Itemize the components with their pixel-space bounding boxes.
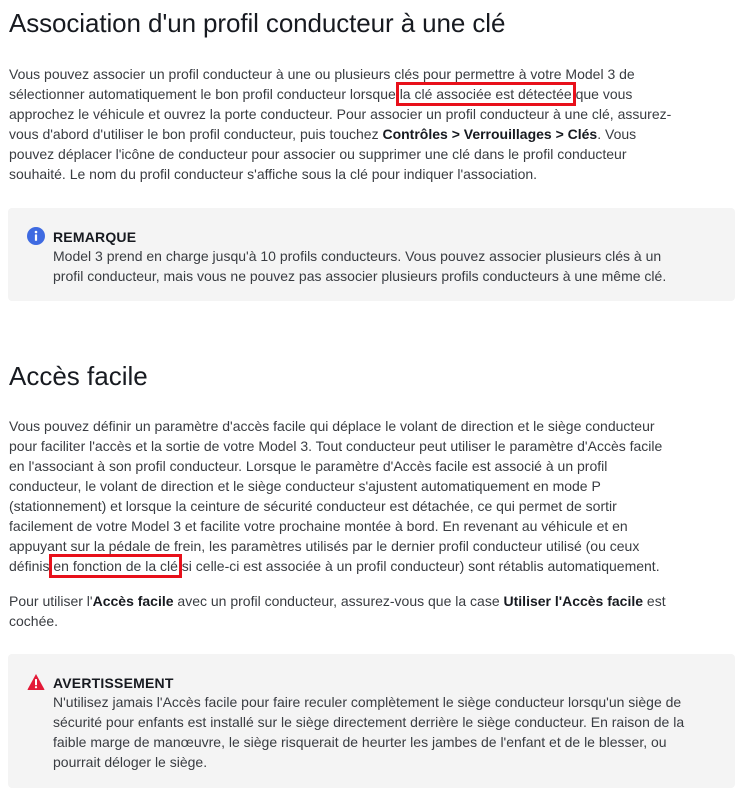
text-span: est — [643, 593, 666, 609]
paragraph-key-association — [9, 64, 671, 184]
text-span: avec un profil conducteur, assurez-vous que la case — [173, 593, 504, 609]
setting-checkbox-name: Utiliser l'Accès facile — [503, 593, 644, 609]
text-line: pour faciliter l'accès et la sortie de votre Model 3. Tout conducteur peut utiliser le paramètre d'Accès facile — [9, 438, 663, 454]
warning-title: AVERTISSEMENT — [53, 675, 174, 691]
warning-body — [53, 692, 684, 772]
text-span: si celle-ci est associée à un profil conducteur) sont rétablis automatiquement. — [177, 558, 660, 574]
text-line — [9, 84, 671, 104]
text-line: pourrait déloger le siège. — [53, 754, 208, 770]
text-line: appuyant sur la pédale de frein, les paramètres utilisés par le dernier profil conducteur utilisé (ou ceux — [9, 538, 640, 554]
text-line: Model 3 prend en charge jusqu'à 10 profils conducteurs. Vous pouvez associer plusieurs clés à un — [53, 248, 662, 264]
text-line: N'utilisez jamais l'Accès facile pour faire reculer complètement le siège conducteur lorsqu'un siège de — [53, 694, 682, 710]
text-line: en l'associant à son profil conducteur. Lorsque le paramètre d'Accès facile est associé à un profil — [9, 458, 608, 474]
text-span: . Vous — [597, 126, 637, 142]
text-line: souhaité. Le nom du profil conducteur s'affiche sous la clé pour indiquer l'association. — [9, 166, 538, 182]
text-span: Pour utiliser l' — [9, 593, 93, 609]
info-icon — [27, 227, 45, 245]
text-line: cochée. — [9, 613, 59, 629]
text-span: vous d'abord d'utiliser le bon profil conducteur, puis touchez — [9, 126, 383, 142]
text-span: définis — [9, 558, 54, 574]
note-title: REMARQUE — [53, 229, 137, 245]
text-line: approchez le véhicule et ouvrez la porte conducteur. Pour associer un profil conducteur à une clé, assurez- — [9, 106, 672, 122]
text-line: sécurité pour enfants est installé sur le siège directement derrière le siège conducteur. En raison de la — [53, 714, 685, 730]
text-line: conducteur, le volant de direction et le siège conducteur s'ajustent automatiquement en mode P — [9, 478, 601, 494]
text-line — [9, 591, 666, 611]
text-line — [9, 124, 671, 144]
paragraph-easy-access — [9, 416, 662, 576]
highlighted-phrase: en fonction de la clé — [53, 558, 178, 574]
text-line: Vous pouvez définir un paramètre d'accès facile qui déplace le volant de direction et le siège conducteur — [9, 418, 655, 434]
text-line: (stationnement) et lorsque la ceinture de sécurité conducteur est détachée, ce qui permet de sortir — [9, 498, 617, 514]
highlighted-phrase: la clé associée est détectée — [399, 86, 572, 102]
warning-callout — [8, 654, 735, 788]
note-body — [53, 246, 666, 286]
warning-icon — [27, 673, 45, 691]
section-title-easy-access: Accès facile — [9, 361, 148, 391]
text-span: que vous — [571, 86, 633, 102]
paragraph-easy-access-setting — [9, 591, 666, 631]
text-line: faible marge de manœuvre, le siège risquerait de heurter les jambes de l'enfant et de le blesser, ou — [53, 734, 667, 750]
text-line: pouvez déplacer l'icône de conducteur pour associer ou supprimer une clé dans le profil conducteur — [9, 146, 627, 162]
menu-path: Contrôles > Verrouillages > Clés — [382, 126, 598, 142]
setting-name: Accès facile — [92, 593, 174, 609]
text-span: sélectionner automatiquement le bon profil conducteur lorsque — [9, 86, 400, 102]
text-line: Vous pouvez associer un profil conducteur à une ou plusieurs clés pour permettre à votre Model 3 de — [9, 66, 635, 82]
text-line — [9, 556, 662, 576]
text-line: facilement de votre Model 3 et facilite votre prochaine montée à bord. En revenant au véhicule et en — [9, 518, 628, 534]
note-callout — [8, 208, 735, 301]
section-title-key-association: Association d'un profil conducteur à une clé — [9, 8, 506, 38]
text-line: profil conducteur, mais vous ne pouvez pas associer plusieurs profils conducteurs à une même clé. — [53, 268, 667, 284]
